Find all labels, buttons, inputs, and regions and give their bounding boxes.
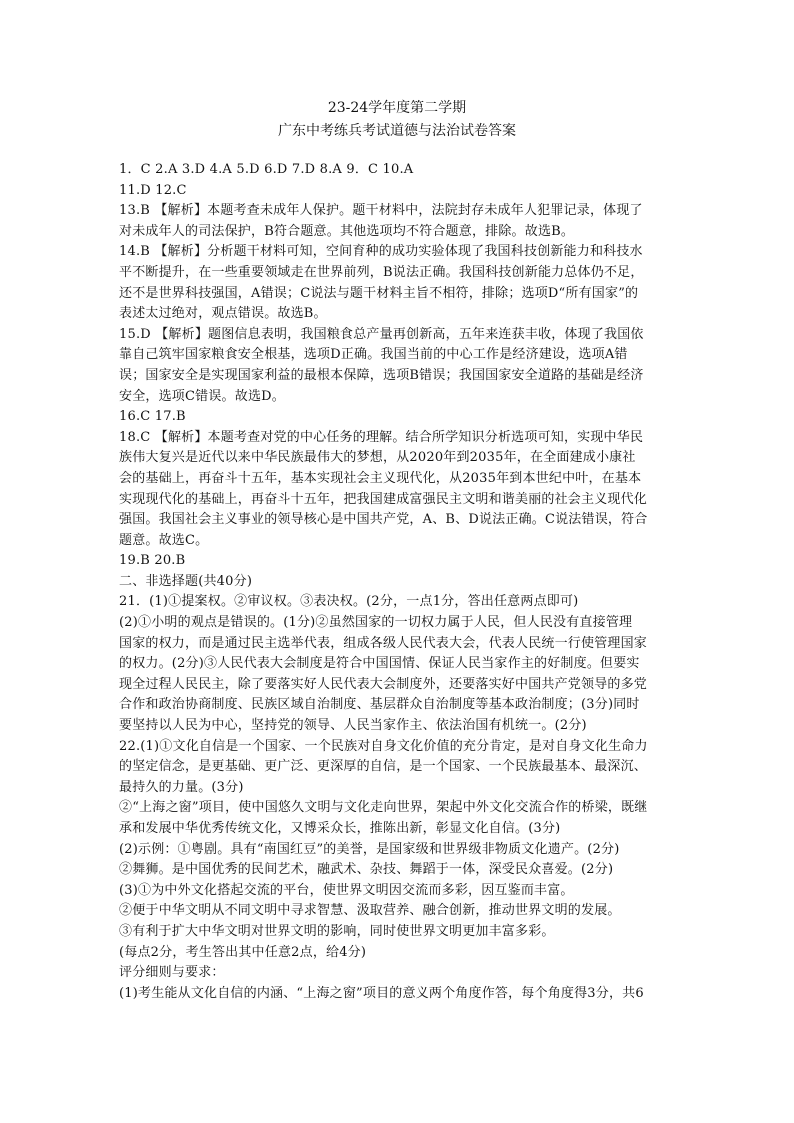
answer-line: 平不断提升，在一些重要领域走在世界前列，B说法正确。我国科技创新能力总体仍不足， <box>119 264 644 280</box>
document-title-exam: 广东中考练兵考试道德与法治试卷答案 <box>278 123 516 139</box>
answer-line: 16.C 17.B <box>119 409 186 425</box>
answer-line: 合作和政治协商制度、民族区域自治制度、基层群众自治制度等基本政治制度；(3分)同时 <box>119 697 640 713</box>
answer-line: (每点2分，考生答出其中任意2点，给4分) <box>119 944 367 960</box>
answer-line: 题意。故选C。 <box>119 532 209 548</box>
answer-line: 安全，选项C错误。故选D。 <box>119 388 285 404</box>
answer-line: (3)①为中外文化搭起交流的平台，使世界文明因交流而多彩，因互鉴而丰富。 <box>119 882 574 898</box>
answer-line: 最持久的力量。(3分) <box>119 779 244 795</box>
answer-line: 国家的权力，而是通过民主选举代表，组成各级人民代表大会，代表人民统一行使管理国家 <box>119 635 648 651</box>
answer-line: 靠自己筑牢国家粮食安全根基，选项D正确。我国当前的中心工作是经济建设，选项A错 <box>119 347 628 363</box>
answer-line: ②“上海之窗”项目，使中国悠久文明与文化走向世界，架起中外文化交流合作的桥梁，既继 <box>119 800 648 816</box>
answer-line: 13.B 【解析】本题考查未成年人保护。题干材料中，法院封存未成年人犯罪记录，体现了 <box>119 203 643 219</box>
answer-line: 22.(1)①文化自信是一个国家、一个民族对自身文化价值的充分肯定，是对自身文化生命力 <box>119 738 648 754</box>
answer-line: 18.C 【解析】本题考查对党的中心任务的理解。结合所学知识分析选项可知，实现中华民 <box>119 429 644 445</box>
answer-line: 表述太过绝对，观点错误。故选B。 <box>119 306 327 322</box>
answer-line: ②便于中华文明从不同文明中寻求智慧、汲取营养、融合创新，推动世界文明的发展。 <box>119 903 621 919</box>
answer-line: 的权力。(2分)③人民代表大会制度是符合中国国情、保证人民当家作主的好制度。但要实 <box>119 656 640 672</box>
answer-line: (2)①小明的观点是错误的。(1分)②虽然国家的一切权力属于人民，但人民没有直接管理 <box>119 615 633 631</box>
answer-line: 现全过程人民民主，除了要落实好人民代表大会制度外，还要落实好中国共产党领导的多党 <box>119 676 648 692</box>
answer-line: 误；国家安全是实现国家利益的最根本保障，选项B错误；我国国家安全道路的基础是经济 <box>119 367 644 383</box>
answer-line: 二、非选择题(共40分) <box>119 573 253 589</box>
answer-body <box>119 160 679 1004</box>
answer-line: 要坚持以人民为中心，坚持党的领导、人民当家作主、依法治国有机统一。(2分) <box>119 718 587 734</box>
answer-line: 的坚定信念，是更基础、更广泛、更深厚的自信，是一个国家、一个民族最基本、最深沉、 <box>119 759 648 775</box>
answer-line: 21．(1)①提案权。②审议权。③表决权。(2分，一点1分，答出任意两点即可) <box>119 594 579 610</box>
answer-line: 11.D 12.C <box>119 182 187 198</box>
answer-line: ②舞狮。是中国优秀的民间艺术，融武术、杂技、舞蹈于一体，深受民众喜爱。(2分) <box>119 862 614 878</box>
answer-line: 15.D 【解析】题图信息表明，我国粮食总产量再创新高，五年来连获丰收，体现了我国依 <box>119 326 644 342</box>
answer-line: 实现现代化的基础上，再奋斗十五年，把我国建成富强民主文明和谐美丽的社会主义现代化 <box>119 491 648 507</box>
answer-line: 评分细则与要求： <box>119 965 225 981</box>
answer-line: 承和发展中华优秀传统文化，又博采众长，推陈出新，彰显文化自信。(3分) <box>119 821 561 836</box>
answer-line: 还不是世界科技强国，A错误；C说法与题干材料主旨不相符，排除；选项D“所有国家”的 <box>119 285 639 301</box>
answer-line: (2)示例：①粤剧。具有“南国红豆”的美誉，是国家级和世界级非物质文化遗产。(2分) <box>119 841 620 857</box>
answer-line: 对未成年人的司法保护，B符合题意。其他选项均不符合题意，排除。故选B。 <box>119 223 575 239</box>
answer-line: (1)考生能从文化自信的内涵、“上海之窗”项目的意义两个角度作答，每个角度得3分，共6 <box>119 985 644 1001</box>
answer-line: 会的基础上，再奋斗十五年，基本实现社会主义现代化，从2035年到本世纪中叶，在基本 <box>119 470 642 486</box>
document-title-term: 23-24学年度第二学期 <box>327 100 467 116</box>
answer-line: ③有利于扩大中华文明对世界文明的影响，同时使世界文明更加丰富多彩。 <box>119 923 555 939</box>
answer-line: 族伟大复兴是近代以来中华民族最伟大的梦想，从2020年到2035年，在全面建成小康社 <box>119 450 636 466</box>
answer-line: 19.B 20.B <box>119 553 186 569</box>
answer-line: 强国。我国社会主义事业的领导核心是中国共产党，A、B、D说法正确。C说法错误，符合 <box>119 512 648 528</box>
answer-line: 14.B 【解析】分析题干材料可知，空间育种的成功实验体现了我国科技创新能力和科技水 <box>119 244 643 260</box>
answer-line: 1．C 2.A 3.D 4.A 5.D 6.D 7.D 8.A 9．C 10.A <box>119 162 414 177</box>
